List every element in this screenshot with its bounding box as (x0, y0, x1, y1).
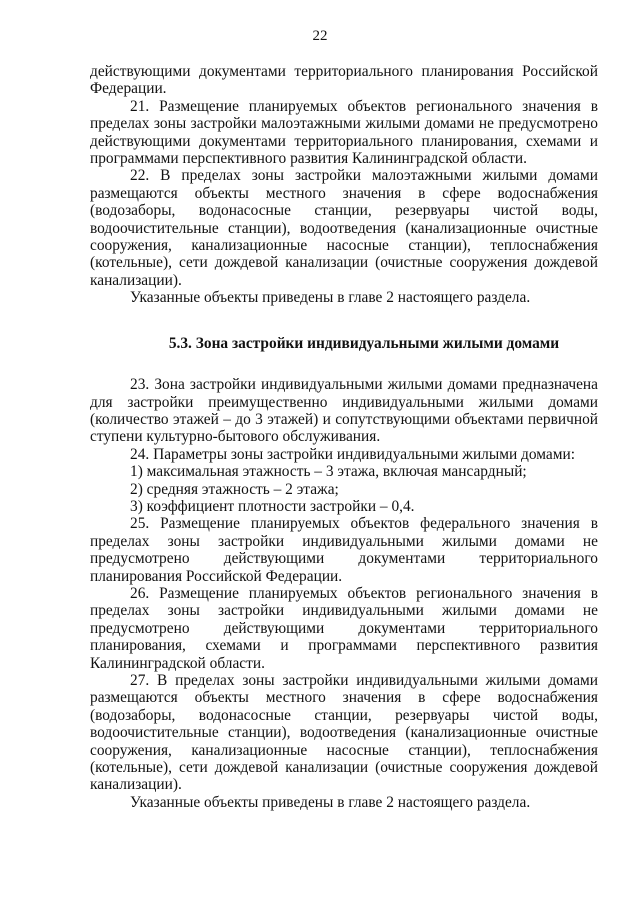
paragraph-22: 22. В пределах зоны застройки малоэтажными жилыми домами размещаются объекты местного значения в сфере водоснабжения (водозаборы, водонасосные станции, резервуары чистой воды, водоочистительные станции), водоотведения (канализационные очистные сооружения, канализационные насосные станции), теплоснабжения (котельные), сети дождевой канализации (очистные сооружения дождевой канализации). (90, 167, 598, 289)
paragraph-24: 24. Параметры зоны застройки индивидуальными жилыми домами: (130, 445, 575, 463)
document-body (90, 63, 598, 811)
paragraph-objects-reference: Указанные объекты приведены в главе 2 настоящего раздела. (130, 289, 531, 307)
paragraph-objects-reference: Указанные объекты приведены в главе 2 настоящего раздела. (130, 793, 531, 811)
section-heading: 5.3. Зона застройки индивидуальными жилыми домами (168, 334, 560, 352)
page-number: 22 (312, 28, 328, 44)
paragraph-27: 27. В пределах зоны застройки индивидуальными жилыми домами размещаются объекты местного значения в сфере водоснабжения (водозаборы, водонасосные станции, резервуары чистой воды, водоочистительные станции), водоотведения (канализационные очистные сооружения, канализационные насосные станции), теплоснабжения (котельные), сети дождевой канализации (очистные сооружения дождевой канализации). (90, 672, 598, 794)
list-item: 2) средняя этажность – 2 этажа; (130, 480, 339, 498)
paragraph-continuation: действующими документами территориального планирования Российской Федерации. (90, 63, 598, 98)
paragraph-25: 25. Размещение планируемых объектов федерального значения в пределах зоны застройки индивидуальными жилыми домами не предусмотрено действующими документами территориального планирования Российской Федерации. (90, 515, 598, 585)
paragraph-23: 23. Зона застройки индивидуальными жилыми домами предназначена для застройки преимущественно индивидуальными жилыми домами (количество этажей – до 3 этажей) и сопутствующими объектами первичной ступени культурно-бытового обслуживания. (90, 376, 598, 446)
list-item: 1) максимальная этажность – 3 этажа, включая мансардный; (130, 463, 527, 481)
list-item: 3) коэффициент плотности застройки – 0,4. (130, 497, 415, 515)
paragraph-21: 21. Размещение планируемых объектов регионального значения в пределах зоны застройки малоэтажными жилыми домами не предусмотрено действующими документами территориального планирования, схемами и программами перспективного развития Калининградской области. (90, 97, 598, 168)
paragraph-26: 26. Размещение планируемых объектов регионального значения в пределах зоны застройки индивидуальными жилыми домами не предусмотрено действующими документами территориального планирования, схемами и программами перспективного развития Калининградской области. (90, 584, 598, 672)
